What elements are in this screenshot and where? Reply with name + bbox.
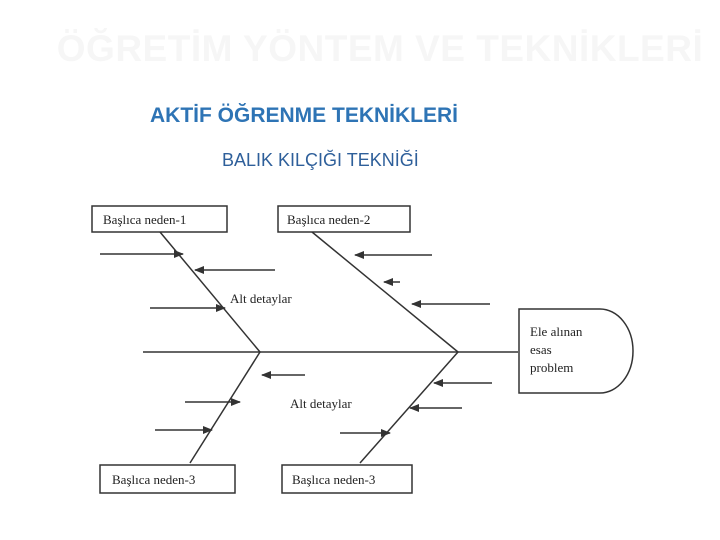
slide-heading: AKTİF ÖĞRENME TEKNİKLERİ — [150, 104, 458, 127]
cause-label-top-left: Başlıca neden-1 — [103, 212, 187, 227]
bone-top-right — [312, 232, 458, 352]
problem-label-line-2: esas — [530, 342, 552, 357]
cause-label-bottom-right: Başlıca neden-3 — [292, 472, 376, 487]
problem-label-line-3: problem — [530, 360, 574, 375]
detail-label-upper: Alt detaylar — [230, 291, 292, 306]
cause-label-top-right: Başlıca neden-2 — [287, 212, 371, 227]
cause-label-bottom-left: Başlıca neden-3 — [112, 472, 196, 487]
problem-label-line-1: Ele alınan — [530, 324, 583, 339]
slide-watermark-title: ÖĞRETİM YÖNTEM VE TEKNİKLERİ — [56, 28, 704, 69]
bone-bottom-left — [190, 352, 260, 463]
detail-label-lower: Alt detaylar — [290, 396, 352, 411]
slide-subheading: BALIK KILÇIĞI TEKNİĞİ — [222, 150, 419, 170]
